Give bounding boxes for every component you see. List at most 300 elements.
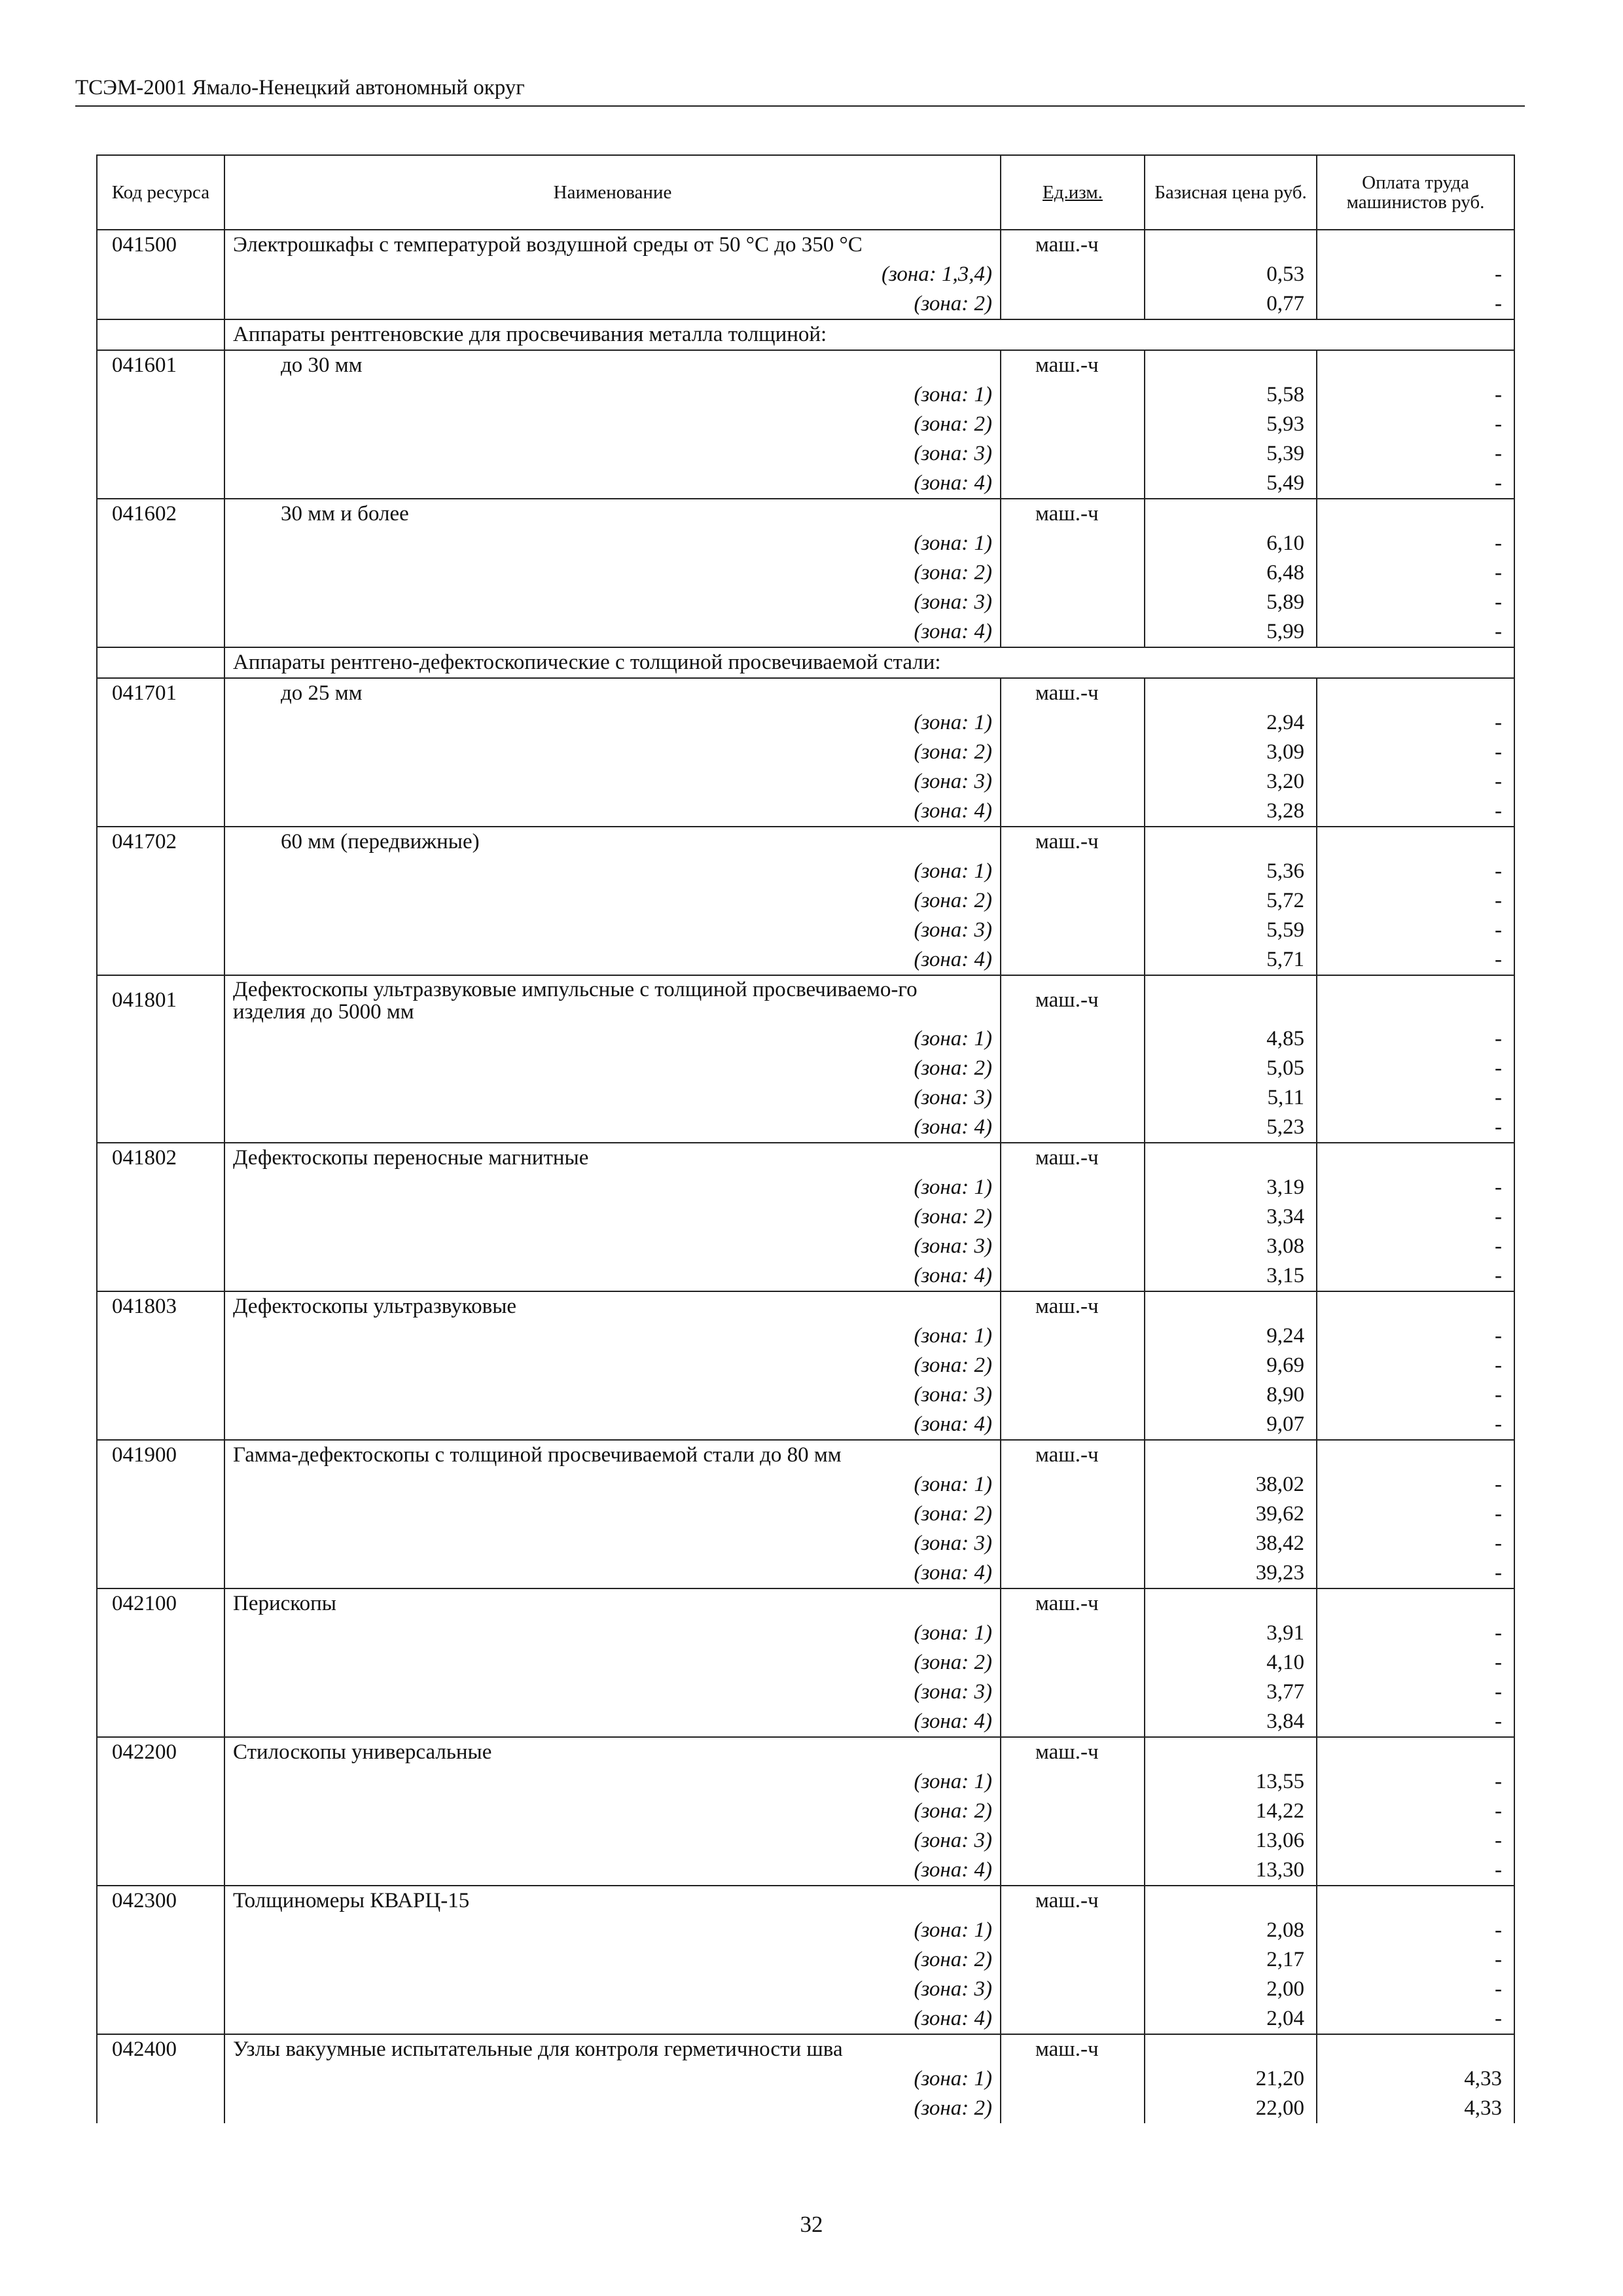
zone-label: (зона: 1): [224, 1024, 1001, 1054]
zone-pay: -: [1317, 1380, 1514, 1410]
pay-cell: [1317, 1886, 1514, 1916]
zone-pay: -: [1317, 857, 1514, 886]
zone-unit-cell: [1001, 738, 1145, 767]
zone-unit-cell: [1001, 1351, 1145, 1380]
zone-row: [97, 617, 1514, 647]
zone-price: 5,99: [1145, 617, 1317, 647]
pay-cell: [1317, 1291, 1514, 1321]
zone-label: (зона: 1): [224, 1321, 1001, 1351]
zone-unit-cell: [1001, 857, 1145, 886]
price-cell: [1145, 1291, 1317, 1321]
zone-unit-cell: [1001, 1499, 1145, 1529]
zone-price: 9,24: [1145, 1321, 1317, 1351]
zone-label: (зона: 4): [224, 1410, 1001, 1440]
zone-unit-cell: [1001, 558, 1145, 588]
zone-pay: -: [1317, 767, 1514, 797]
pay-cell: [1317, 678, 1514, 708]
zone-price: 5,23: [1145, 1113, 1317, 1143]
zone-unit-cell: [1001, 1321, 1145, 1351]
zone-price: 5,72: [1145, 886, 1317, 916]
price-cell: [1145, 1737, 1317, 1767]
zone-price: 38,02: [1145, 1470, 1317, 1499]
zone-price: 5,58: [1145, 380, 1317, 410]
pay-cell: [1317, 827, 1514, 857]
zone-code-cell: [97, 1529, 224, 1558]
zone-price: 8,90: [1145, 1380, 1317, 1410]
zone-code-cell: [97, 1916, 224, 1945]
resource-unit: маш.-ч: [1001, 975, 1145, 1024]
resource-code: 041702: [97, 827, 224, 857]
table-row: [97, 827, 1514, 857]
zone-label: (зона: 4): [224, 1856, 1001, 1886]
zone-code-cell: [97, 1083, 224, 1113]
resource-unit: маш.-ч: [1001, 499, 1145, 529]
zone-pay: -: [1317, 1232, 1514, 1261]
pay-cell: [1317, 1737, 1514, 1767]
zone-price: 2,17: [1145, 1945, 1317, 1975]
zone-unit-cell: [1001, 1083, 1145, 1113]
zone-price: 3,84: [1145, 1707, 1317, 1737]
zone-label: (зона: 3): [224, 1380, 1001, 1410]
zone-code-cell: [97, 1113, 224, 1143]
zone-price: 3,77: [1145, 1677, 1317, 1707]
zone-label: (зона: 2): [224, 738, 1001, 767]
zone-label: (зона: 2): [224, 1648, 1001, 1677]
zone-pay: -: [1317, 738, 1514, 767]
zone-price: 3,28: [1145, 797, 1317, 827]
zone-unit-cell: [1001, 1975, 1145, 2004]
zone-price: 9,07: [1145, 1410, 1317, 1440]
zone-price: 3,09: [1145, 738, 1317, 767]
pay-cell: [1317, 1440, 1514, 1470]
resource-code: 041801: [97, 975, 224, 1024]
zone-pay: 4,33: [1317, 2064, 1514, 2094]
zone-row: [97, 1083, 1514, 1113]
zone-unit-cell: [1001, 380, 1145, 410]
zone-row: [97, 1232, 1514, 1261]
zone-row: [97, 797, 1514, 827]
price-cell: [1145, 230, 1317, 260]
zone-label: (зона: 1): [224, 529, 1001, 558]
price-cell: [1145, 499, 1317, 529]
zone-price: 0,53: [1145, 260, 1317, 289]
zone-row: [97, 1648, 1514, 1677]
resource-unit: маш.-ч: [1001, 2034, 1145, 2064]
resource-name: Гамма-дефектоскопы с толщиной просвечиваемой стали до 80 мм: [224, 1440, 1001, 1470]
zone-unit-cell: [1001, 1826, 1145, 1856]
zone-code-cell: [97, 857, 224, 886]
zone-price: 4,85: [1145, 1024, 1317, 1054]
zone-label: (зона: 3): [224, 767, 1001, 797]
zone-unit-cell: [1001, 1529, 1145, 1558]
resource-code: 041602: [97, 499, 224, 529]
resource-unit: маш.-ч: [1001, 678, 1145, 708]
zone-label: (зона: 2): [224, 289, 1001, 319]
resource-name: 30 мм и более: [224, 499, 1001, 529]
zone-row: [97, 2064, 1514, 2094]
zone-row: [97, 1975, 1514, 2004]
zone-label: (зона: 4): [224, 1558, 1001, 1588]
zone-label: (зона: 2): [224, 1202, 1001, 1232]
zone-row: [97, 1797, 1514, 1826]
zone-pay: -: [1317, 916, 1514, 945]
zone-row: [97, 886, 1514, 916]
zone-code-cell: [97, 260, 224, 289]
group-code-cell: [97, 647, 224, 678]
zone-code-cell: [97, 1945, 224, 1975]
zone-pay: -: [1317, 1916, 1514, 1945]
zone-code-cell: [97, 1826, 224, 1856]
zone-code-cell: [97, 945, 224, 975]
table-row: [97, 1440, 1514, 1470]
zone-row: [97, 529, 1514, 558]
zone-code-cell: [97, 1173, 224, 1202]
resource-unit: маш.-ч: [1001, 1588, 1145, 1619]
zone-label: (зона: 3): [224, 916, 1001, 945]
zone-pay: -: [1317, 1648, 1514, 1677]
zone-row: [97, 1202, 1514, 1232]
table-row: [97, 2034, 1514, 2064]
zone-unit-cell: [1001, 2094, 1145, 2123]
zone-unit-cell: [1001, 1024, 1145, 1054]
zone-unit-cell: [1001, 1232, 1145, 1261]
zone-label: (зона: 2): [224, 1499, 1001, 1529]
zone-unit-cell: [1001, 1173, 1145, 1202]
table-row: [97, 499, 1514, 529]
zone-label: (зона: 1): [224, 857, 1001, 886]
table-body: [97, 230, 1514, 2123]
zone-unit-cell: [1001, 1113, 1145, 1143]
zone-label: (зона: 2): [224, 1797, 1001, 1826]
zone-pay: -: [1317, 1321, 1514, 1351]
zone-unit-cell: [1001, 1202, 1145, 1232]
zone-pay: -: [1317, 1826, 1514, 1856]
zone-price: 13,55: [1145, 1767, 1317, 1797]
zone-code-cell: [97, 767, 224, 797]
resource-code: 041601: [97, 350, 224, 380]
price-cell: [1145, 1588, 1317, 1619]
zone-row: [97, 1558, 1514, 1588]
resource-name: Дефектоскопы ультразвуковые импульсные с толщиной просвечиваемо-го изделия до 5000 мм: [224, 975, 1001, 1024]
group-title: Аппараты рентгено-дефектоскопические с толщиной просвечиваемой стали:: [224, 647, 1514, 678]
zone-code-cell: [97, 617, 224, 647]
zone-pay: -: [1317, 1856, 1514, 1886]
zone-pay: -: [1317, 1558, 1514, 1588]
zone-row: [97, 1916, 1514, 1945]
zone-code-cell: [97, 1024, 224, 1054]
zone-pay: -: [1317, 1707, 1514, 1737]
zone-pay: -: [1317, 439, 1514, 469]
zone-unit-cell: [1001, 708, 1145, 738]
zone-unit-cell: [1001, 1619, 1145, 1648]
zone-label: (зона: 2): [224, 558, 1001, 588]
price-cell: [1145, 975, 1317, 1024]
zone-row: [97, 708, 1514, 738]
zone-pay: -: [1317, 1677, 1514, 1707]
zone-code-cell: [97, 2064, 224, 2094]
zone-row: [97, 380, 1514, 410]
zone-code-cell: [97, 469, 224, 499]
zone-row: [97, 767, 1514, 797]
zone-row: [97, 289, 1514, 319]
page-number: 32: [800, 2212, 823, 2237]
zone-unit-cell: [1001, 1054, 1145, 1083]
zone-unit-cell: [1001, 289, 1145, 319]
zone-price: 22,00: [1145, 2094, 1317, 2123]
resource-unit: маш.-ч: [1001, 1440, 1145, 1470]
price-cell: [1145, 350, 1317, 380]
resource-name: Дефектоскопы переносные магнитные: [224, 1143, 1001, 1173]
zone-label: (зона: 2): [224, 2094, 1001, 2123]
zone-price: 5,11: [1145, 1083, 1317, 1113]
col-head-unit: Ед.изм.: [1001, 155, 1145, 230]
zone-price: 14,22: [1145, 1797, 1317, 1826]
zone-code-cell: [97, 1797, 224, 1826]
zone-pay: -: [1317, 1470, 1514, 1499]
zone-row: [97, 2094, 1514, 2123]
zone-unit-cell: [1001, 1707, 1145, 1737]
zone-pay: -: [1317, 886, 1514, 916]
zone-unit-cell: [1001, 410, 1145, 439]
table-row: [97, 678, 1514, 708]
zone-row: [97, 1054, 1514, 1083]
zone-code-cell: [97, 558, 224, 588]
zone-pay: -: [1317, 1173, 1514, 1202]
zone-unit-cell: [1001, 1261, 1145, 1291]
zone-code-cell: [97, 588, 224, 617]
zone-label: (зона: 3): [224, 1826, 1001, 1856]
zone-unit-cell: [1001, 617, 1145, 647]
resource-name: Электрошкафы с температурой воздушной среды от 50 °С до 350 °С: [224, 230, 1001, 260]
resource-table: [96, 154, 1515, 2123]
zone-code-cell: [97, 1558, 224, 1588]
zone-label: (зона: 1): [224, 2064, 1001, 2094]
zone-row: [97, 1945, 1514, 1975]
zone-unit-cell: [1001, 1677, 1145, 1707]
col-head-code: Код ресурса: [97, 155, 224, 230]
resource-code: 041701: [97, 678, 224, 708]
zone-pay: -: [1317, 708, 1514, 738]
zone-row: [97, 1826, 1514, 1856]
zone-price: 0,77: [1145, 289, 1317, 319]
price-cell: [1145, 1886, 1317, 1916]
zone-pay: -: [1317, 1113, 1514, 1143]
zone-row: [97, 1767, 1514, 1797]
zone-pay: -: [1317, 529, 1514, 558]
zone-label: (зона: 3): [224, 1975, 1001, 2004]
zone-row: [97, 439, 1514, 469]
zone-unit-cell: [1001, 1916, 1145, 1945]
resource-name: до 30 мм: [224, 350, 1001, 380]
price-cell: [1145, 2034, 1317, 2064]
zone-price: 13,06: [1145, 1826, 1317, 1856]
zone-unit-cell: [1001, 797, 1145, 827]
price-cell: [1145, 1143, 1317, 1173]
zone-price: 4,10: [1145, 1648, 1317, 1677]
zone-pay: -: [1317, 1410, 1514, 1440]
zone-label: (зона: 1,3,4): [224, 260, 1001, 289]
pay-cell: [1317, 2034, 1514, 2064]
zone-pay: -: [1317, 1054, 1514, 1083]
zone-pay: -: [1317, 1083, 1514, 1113]
resource-code: 041803: [97, 1291, 224, 1321]
zone-pay: -: [1317, 1202, 1514, 1232]
group-row: [97, 647, 1514, 678]
zone-price: 39,62: [1145, 1499, 1317, 1529]
col-head-price: Базисная цена руб.: [1145, 155, 1317, 230]
resource-name: Дефектоскопы ультразвуковые: [224, 1291, 1001, 1321]
resource-unit: маш.-ч: [1001, 350, 1145, 380]
zone-row: [97, 1410, 1514, 1440]
zone-code-cell: [97, 1470, 224, 1499]
zone-row: [97, 1173, 1514, 1202]
col-head-pay: Оплата труда машинистов руб.: [1317, 155, 1514, 230]
group-row: [97, 319, 1514, 350]
zone-price: 5,59: [1145, 916, 1317, 945]
zone-row: [97, 1707, 1514, 1737]
table-row: [97, 1291, 1514, 1321]
zone-label: (зона: 1): [224, 1619, 1001, 1648]
zone-price: 6,48: [1145, 558, 1317, 588]
zone-row: [97, 857, 1514, 886]
zone-code-cell: [97, 1677, 224, 1707]
zone-pay: -: [1317, 260, 1514, 289]
resource-code: 041802: [97, 1143, 224, 1173]
zone-code-cell: [97, 1648, 224, 1677]
zone-unit-cell: [1001, 529, 1145, 558]
zone-pay: -: [1317, 1797, 1514, 1826]
zone-code-cell: [97, 529, 224, 558]
zone-pay: -: [1317, 617, 1514, 647]
zone-row: [97, 1261, 1514, 1291]
zone-label: (зона: 4): [224, 797, 1001, 827]
zone-label: (зона: 2): [224, 1351, 1001, 1380]
zone-row: [97, 1619, 1514, 1648]
zone-row: [97, 1499, 1514, 1529]
zone-unit-cell: [1001, 1380, 1145, 1410]
resource-unit: маш.-ч: [1001, 1143, 1145, 1173]
zone-price: 3,19: [1145, 1173, 1317, 1202]
zone-label: (зона: 2): [224, 1945, 1001, 1975]
zone-code-cell: [97, 1321, 224, 1351]
resource-name: 60 мм (передвижные): [224, 827, 1001, 857]
zone-unit-cell: [1001, 1945, 1145, 1975]
resource-name: до 25 мм: [224, 678, 1001, 708]
zone-row: [97, 916, 1514, 945]
resource-unit: маш.-ч: [1001, 1886, 1145, 1916]
zone-unit-cell: [1001, 1797, 1145, 1826]
zone-pay: -: [1317, 469, 1514, 499]
zone-price: 6,10: [1145, 529, 1317, 558]
zone-unit-cell: [1001, 588, 1145, 617]
zone-code-cell: [97, 1380, 224, 1410]
zone-code-cell: [97, 380, 224, 410]
table-row: [97, 230, 1514, 260]
table-row: [97, 1588, 1514, 1619]
zone-pay: -: [1317, 797, 1514, 827]
zone-pay: -: [1317, 1945, 1514, 1975]
zone-unit-cell: [1001, 886, 1145, 916]
zone-price: 2,00: [1145, 1975, 1317, 2004]
zone-label: (зона: 3): [224, 1677, 1001, 1707]
zone-unit-cell: [1001, 1558, 1145, 1588]
zone-price: 21,20: [1145, 2064, 1317, 2094]
zone-pay: -: [1317, 1261, 1514, 1291]
zone-unit-cell: [1001, 945, 1145, 975]
table-row: [97, 1886, 1514, 1916]
zone-label: (зона: 3): [224, 439, 1001, 469]
resource-unit: маш.-ч: [1001, 827, 1145, 857]
zone-unit-cell: [1001, 2064, 1145, 2094]
zone-label: (зона: 2): [224, 1054, 1001, 1083]
price-cell: [1145, 678, 1317, 708]
resource-code: 042200: [97, 1737, 224, 1767]
zone-label: (зона: 4): [224, 617, 1001, 647]
zone-row: [97, 588, 1514, 617]
zone-label: (зона: 4): [224, 469, 1001, 499]
zone-code-cell: [97, 1410, 224, 1440]
pay-cell: [1317, 975, 1514, 1024]
zone-row: [97, 410, 1514, 439]
resource-unit: маш.-ч: [1001, 1737, 1145, 1767]
resource-code: 041900: [97, 1440, 224, 1470]
zone-pay: -: [1317, 1619, 1514, 1648]
table-row: [97, 1143, 1514, 1173]
zone-pay: -: [1317, 1351, 1514, 1380]
group-title: Аппараты рентгеновские для просвечивания металла толщиной:: [224, 319, 1514, 350]
zone-label: (зона: 2): [224, 886, 1001, 916]
resource-code: 041500: [97, 230, 224, 260]
zone-row: [97, 260, 1514, 289]
zone-code-cell: [97, 410, 224, 439]
zone-price: 5,36: [1145, 857, 1317, 886]
resource-name: Перископы: [224, 1588, 1001, 1619]
zone-pay: -: [1317, 410, 1514, 439]
zone-pay: -: [1317, 1529, 1514, 1558]
zone-code-cell: [97, 1767, 224, 1797]
zone-label: (зона: 1): [224, 1173, 1001, 1202]
resource-code: 042400: [97, 2034, 224, 2064]
zone-label: (зона: 4): [224, 1261, 1001, 1291]
zone-price: 2,94: [1145, 708, 1317, 738]
table-row: [97, 1737, 1514, 1767]
zone-pay: -: [1317, 1767, 1514, 1797]
zone-code-cell: [97, 1232, 224, 1261]
zone-code-cell: [97, 439, 224, 469]
zone-code-cell: [97, 2094, 224, 2123]
zone-unit-cell: [1001, 767, 1145, 797]
resource-unit: маш.-ч: [1001, 230, 1145, 260]
resource-name: Стилоскопы универсальные: [224, 1737, 1001, 1767]
resource-name: Толщиномеры КВАРЦ-15: [224, 1886, 1001, 1916]
resource-code: 042100: [97, 1588, 224, 1619]
zone-price: 3,34: [1145, 1202, 1317, 1232]
zone-price: 3,08: [1145, 1232, 1317, 1261]
zone-code-cell: [97, 1499, 224, 1529]
zone-row: [97, 1024, 1514, 1054]
zone-unit-cell: [1001, 1410, 1145, 1440]
table-row: [97, 350, 1514, 380]
zone-code-cell: [97, 1619, 224, 1648]
zone-code-cell: [97, 708, 224, 738]
resource-name: Узлы вакуумные испытательные для контроля герметичности шва: [224, 2034, 1001, 2064]
zone-price: 13,30: [1145, 1856, 1317, 1886]
zone-price: 3,20: [1145, 767, 1317, 797]
zone-code-cell: [97, 797, 224, 827]
zone-code-cell: [97, 2004, 224, 2034]
zone-row: [97, 1113, 1514, 1143]
pay-cell: [1317, 499, 1514, 529]
